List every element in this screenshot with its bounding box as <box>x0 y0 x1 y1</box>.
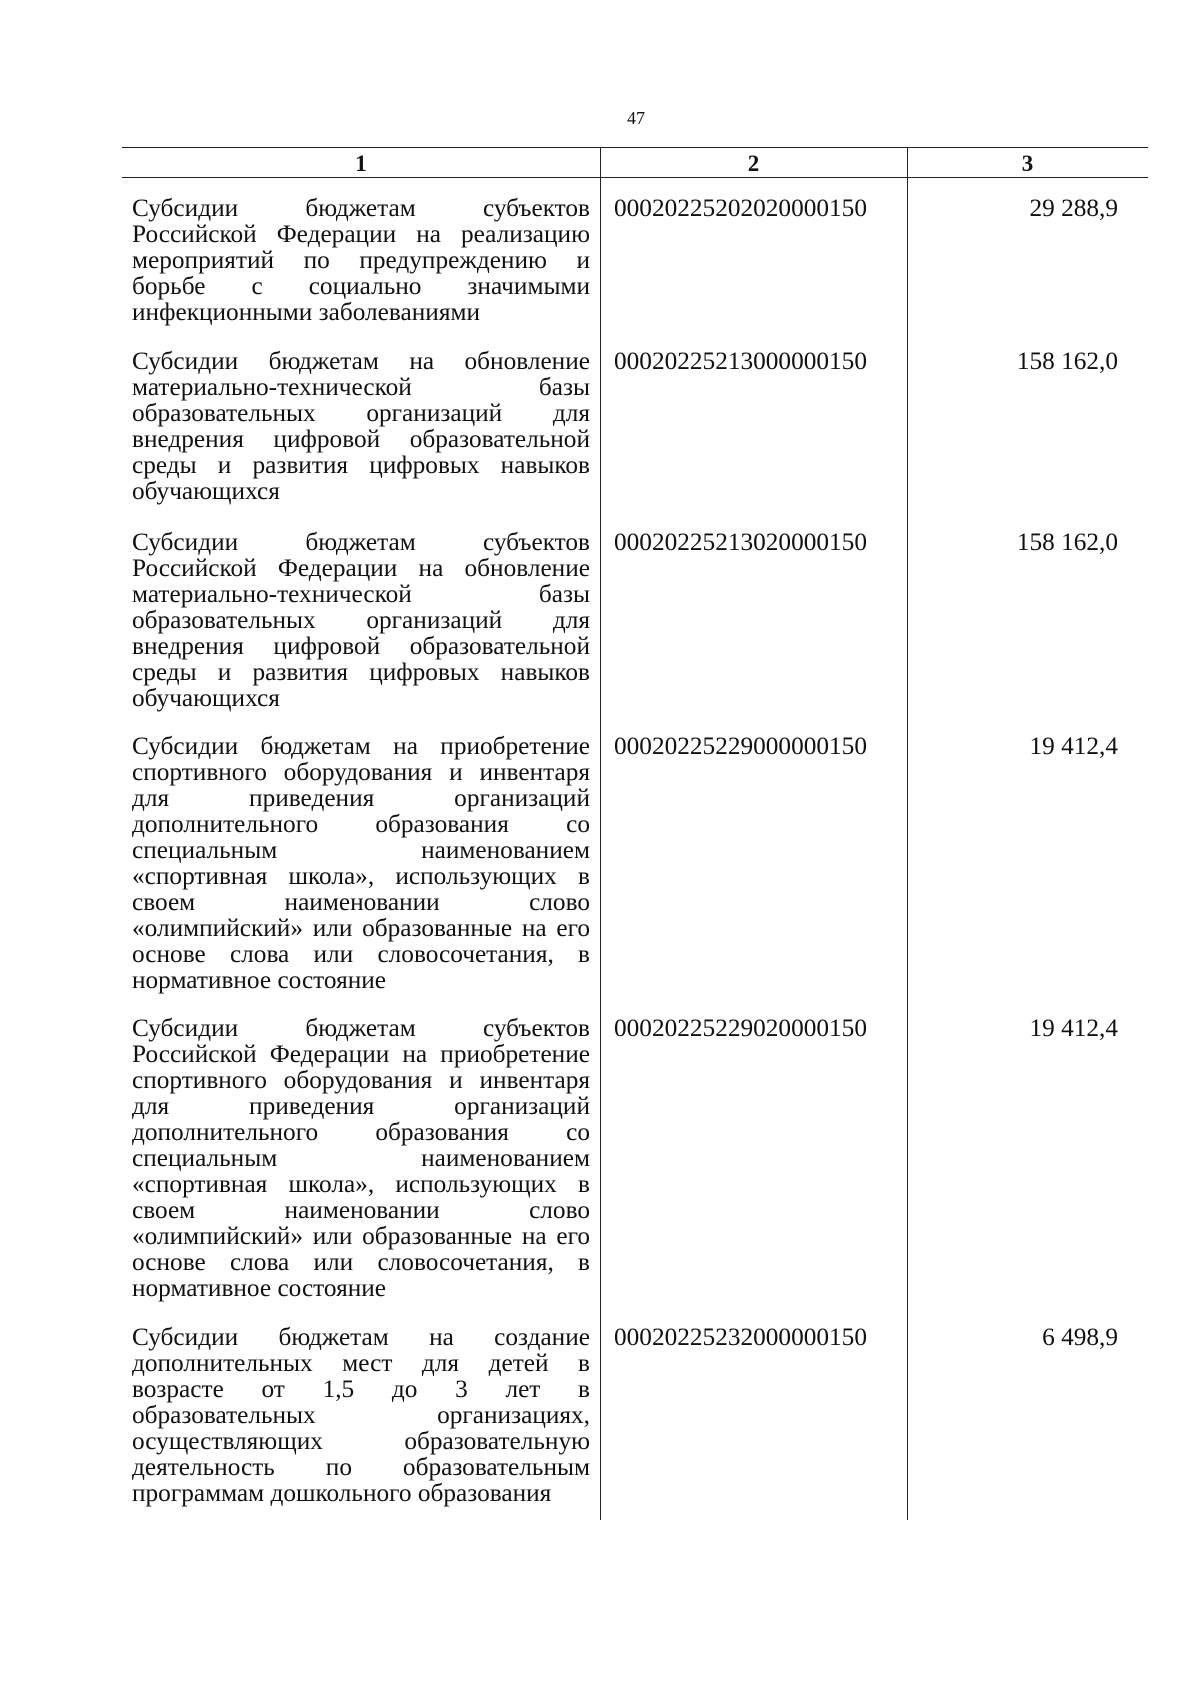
row-code: 00020225202020000150 <box>614 194 867 222</box>
table-top-rule <box>122 147 1148 148</box>
row-amount: 19 412,4 <box>1029 732 1118 760</box>
row-code: 00020225229000000150 <box>614 732 867 760</box>
row-amount: 29 288,9 <box>1029 194 1118 222</box>
budget-table <box>122 147 1148 1520</box>
row-amount: 158 162,0 <box>1016 528 1118 556</box>
row-description: Субсидии бюджетам на создание дополнительных мест для детей в возрасте от 1,5 до 3 лет в образовательных организациях, осуществляющих образовательную деятельность по образовательным программам дошкольного образования <box>132 1323 590 1507</box>
row-description: Субсидии бюджетам на приобретение спортивного оборудования и инвентаря для приведения организаций дополнительного образования со специальным наименованием «спортивная школа», использующих в своем наименовании слово «олимпийский» или образованные на его основе слова или словосочетания, в нормативное состояние <box>132 732 590 994</box>
row-code: 00020225229020000150 <box>614 1014 867 1042</box>
column-divider-1 <box>600 147 601 1520</box>
row-description: Субсидии бюджетам на обновление материально-технической базы образовательных организаций для внедрения цифровой образовательной среды и развития цифровых навыков обучающихся <box>132 347 590 505</box>
row-code: 00020225232000000150 <box>614 1323 867 1351</box>
row-amount: 6 498,9 <box>1042 1323 1118 1351</box>
row-description: Субсидии бюджетам субъектов Российской Федерации на реализацию мероприятий по предупреждению и борьбе с социально значимыми инфекционными заболеваниями <box>132 194 590 326</box>
table-header-rule <box>122 177 1148 178</box>
page-number: 47 <box>627 108 645 128</box>
row-description: Субсидии бюджетам субъектов Российской Федерации на приобретение спортивного оборудования и инвентаря для приведения организаций дополнительного образования со специальным наименованием «спортивная школа», использующих в своем наименовании слово «олимпийский» или образованные на его основе слова или словосочетания, в нормативное состояние <box>132 1014 590 1302</box>
column-divider-2 <box>907 147 908 1520</box>
row-code: 00020225213000000150 <box>614 347 867 375</box>
column-header-1: 1 <box>355 151 367 176</box>
row-description: Субсидии бюджетам субъектов Российской Федерации на обновление материально-технической базы образовательных организаций для внедрения цифровой образовательной среды и развития цифровых навыков обучающихся <box>132 528 590 712</box>
row-code: 00020225213020000150 <box>614 528 867 556</box>
row-amount: 19 412,4 <box>1029 1014 1118 1042</box>
row-amount: 158 162,0 <box>1016 347 1118 375</box>
column-header-2: 2 <box>747 151 760 176</box>
column-header-3: 3 <box>1021 151 1034 176</box>
